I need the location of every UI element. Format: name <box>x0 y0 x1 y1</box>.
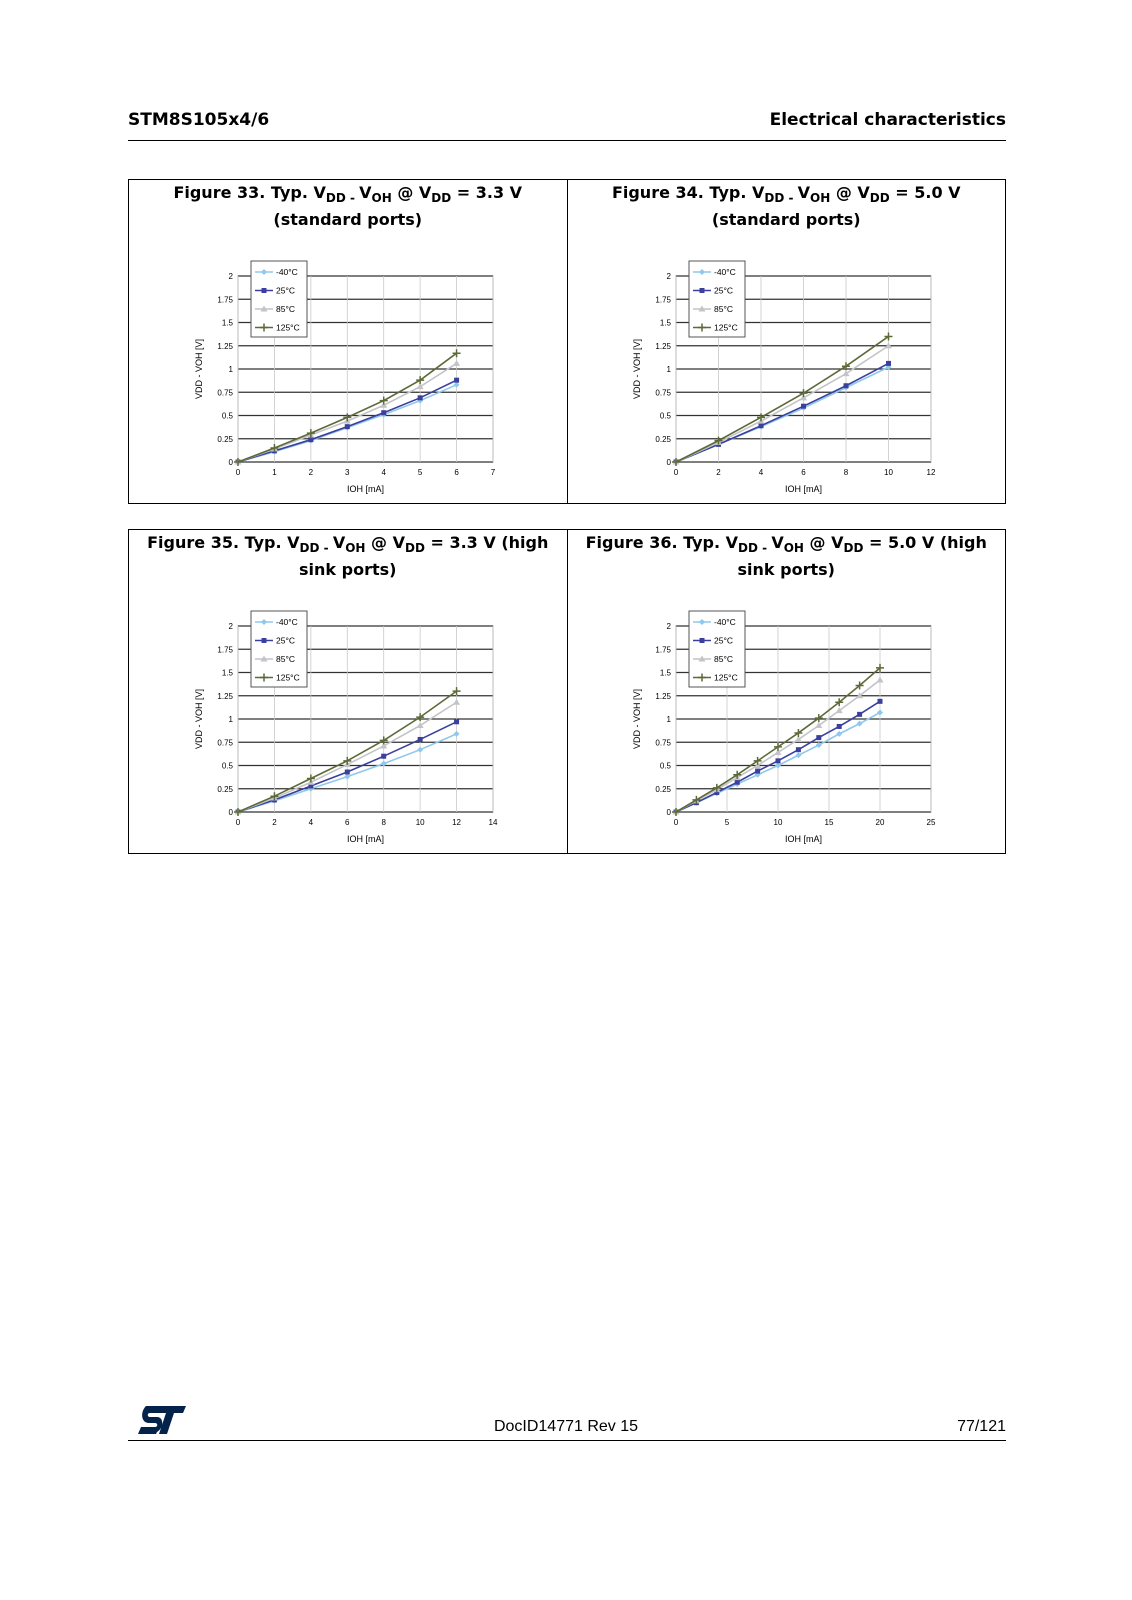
y-tick-label: 0.75 <box>217 388 233 398</box>
x-tick-label: 0 <box>235 818 240 828</box>
x-tick-label: 5 <box>725 818 730 828</box>
legend-label: 85°C <box>714 654 734 665</box>
figure-title: Figure 34. Typ. $V_{DD -}$ $V_{OH}$ @ $V_{DD} = 5.0$ V (standard ports) <box>611 183 961 230</box>
data-point <box>796 747 801 752</box>
y-axis-label: VDD - VOH [V] <box>193 339 204 400</box>
header-left: STM8S105x4/6 <box>128 110 270 130</box>
line-chart <box>138 231 558 503</box>
data-point <box>759 423 764 428</box>
data-point <box>857 712 862 717</box>
data-point <box>735 780 740 785</box>
data-point <box>381 410 386 415</box>
y-axis-label: VDD - VOH [V] <box>632 689 643 750</box>
data-point <box>700 638 705 643</box>
legend-label: 85°C <box>275 304 295 315</box>
footer-page-number: 77/121 <box>957 1418 1006 1435</box>
y-tick-label: 1.5 <box>221 668 233 678</box>
y-tick-label: 1 <box>666 715 672 725</box>
data-point <box>886 361 891 366</box>
y-tick-label: 2 <box>666 272 672 282</box>
y-tick-label: 1.5 <box>221 318 233 328</box>
x-tick-label: 4 <box>759 468 764 478</box>
data-point <box>700 288 705 293</box>
y-tick-label: 0.5 <box>221 761 233 771</box>
legend-label: -40°C <box>714 267 737 278</box>
data-point <box>381 754 386 759</box>
x-axis-label: IOH [mA] <box>785 834 823 845</box>
y-tick-label: 0.25 <box>655 434 672 444</box>
y-tick-label: 1.25 <box>217 691 233 701</box>
figure-table-top <box>128 179 1006 504</box>
x-tick-label: 6 <box>454 468 459 478</box>
data-point <box>417 396 422 401</box>
x-tick-label: 6 <box>801 468 806 478</box>
y-tick-label: 2 <box>666 622 672 632</box>
y-tick-label: 1.75 <box>655 645 672 655</box>
y-axis-label: VDD - VOH [V] <box>193 689 204 750</box>
y-tick-label: 0 <box>228 808 233 818</box>
y-tick-label: 0.5 <box>221 411 233 421</box>
data-point <box>345 770 350 775</box>
data-point <box>844 383 849 388</box>
y-tick-label: 0.25 <box>655 784 672 794</box>
line-chart <box>576 231 996 503</box>
x-tick-label: 12 <box>926 468 936 478</box>
legend <box>689 261 745 337</box>
x-axis-label: IOH [mA] <box>346 834 384 845</box>
y-tick-label: 1.25 <box>217 341 233 351</box>
y-tick-label: 1.5 <box>660 318 672 328</box>
legend-label: -40°C <box>714 617 737 628</box>
legend-label: 85°C <box>275 654 295 665</box>
x-tick-label: 8 <box>381 818 386 828</box>
y-tick-label: 0 <box>666 458 672 468</box>
legend <box>251 261 307 337</box>
x-tick-label: 2 <box>716 468 721 478</box>
legend-label: 125°C <box>714 672 738 683</box>
y-tick-label: 0.75 <box>217 738 233 748</box>
y-tick-label: 1.75 <box>655 295 672 305</box>
figure-cell <box>567 180 1006 504</box>
data-point <box>837 724 842 729</box>
figure-cell <box>567 530 1006 854</box>
x-tick-label: 0 <box>235 468 240 478</box>
y-tick-label: 0 <box>666 808 672 818</box>
y-tick-label: 1 <box>228 715 233 725</box>
x-tick-label: 15 <box>824 818 834 828</box>
x-tick-label: 12 <box>451 818 461 828</box>
figure-title: Figure 33. Typ. $V_{DD -}$ $V_{OH}$ @ $V_{DD} = 3.3$ V (standard ports) <box>173 183 523 230</box>
x-axis-label: IOH [mA] <box>785 484 823 495</box>
x-tick-label: 3 <box>344 468 350 478</box>
data-point <box>261 288 266 293</box>
y-tick-label: 0.25 <box>217 434 233 444</box>
y-tick-label: 2 <box>228 622 233 632</box>
x-tick-label: 14 <box>488 818 498 828</box>
footer-rule <box>128 1440 1006 1441</box>
data-point <box>345 424 350 429</box>
data-point <box>261 638 266 643</box>
legend <box>251 611 307 687</box>
data-point <box>878 699 883 704</box>
x-tick-label: 10 <box>773 818 783 828</box>
figure-cell <box>129 180 568 504</box>
legend-label: 125°C <box>275 322 300 333</box>
y-tick-label: 0.5 <box>660 411 672 421</box>
y-tick-label: 1.75 <box>217 295 233 305</box>
x-tick-label: 1 <box>271 468 277 478</box>
figure-title: Figure 36. Typ. $V_{DD -}$ $V_{OH}$ @ $V_{DD} = 5.0$ V (high sink ports) <box>585 533 987 580</box>
y-tick-label: 0.25 <box>217 784 233 794</box>
y-tick-label: 1 <box>666 365 672 375</box>
x-tick-label: 10 <box>884 468 894 478</box>
figure-table-bottom <box>128 529 1006 854</box>
data-point <box>801 404 806 409</box>
header-right: Electrical characteristics <box>769 110 1006 130</box>
data-point <box>755 769 760 774</box>
legend-label: 125°C <box>275 672 300 683</box>
y-tick-label: 0 <box>228 458 233 468</box>
data-point <box>454 378 459 383</box>
y-tick-label: 0.75 <box>655 388 672 398</box>
x-tick-label: 25 <box>926 818 936 828</box>
x-tick-label: 0 <box>674 468 679 478</box>
y-tick-label: 0.75 <box>655 738 672 748</box>
line-chart <box>576 581 996 853</box>
y-tick-label: 2 <box>228 272 233 282</box>
x-tick-label: 10 <box>415 818 425 828</box>
figure-title: Figure 35. Typ. $V_{DD -}$ $V_{OH}$ @ $V_{DD} = 3.3$ V (high sink ports) <box>147 533 549 580</box>
y-tick-label: 1 <box>228 365 233 375</box>
y-tick-label: 1.5 <box>660 668 672 678</box>
y-tick-label: 0.5 <box>660 761 672 771</box>
x-tick-label: 2 <box>271 818 277 828</box>
y-tick-label: 1.25 <box>655 691 672 701</box>
footer-doc-id: DocID14771 Rev 15 <box>493 1418 639 1435</box>
data-point <box>308 437 313 442</box>
y-tick-label: 1.25 <box>655 341 672 351</box>
x-tick-label: 8 <box>844 468 849 478</box>
legend-label: -40°C <box>275 617 298 628</box>
x-tick-label: 20 <box>875 818 885 828</box>
legend-label: 25°C <box>714 285 734 296</box>
legend <box>689 611 745 687</box>
legend-label: 25°C <box>275 635 295 646</box>
legend-label: -40°C <box>275 267 298 278</box>
legend-label: 125°C <box>714 322 738 333</box>
data-point <box>417 737 422 742</box>
x-tick-label: 2 <box>308 468 313 478</box>
legend-label: 85°C <box>714 304 734 315</box>
data-point <box>776 759 781 764</box>
x-tick-label: 4 <box>381 468 386 478</box>
data-point <box>817 735 822 740</box>
legend-label: 25°C <box>714 635 734 646</box>
x-tick-label: 5 <box>417 468 423 478</box>
legend-label: 25°C <box>275 285 295 296</box>
x-tick-label: 6 <box>344 818 350 828</box>
x-tick-label: 0 <box>674 818 679 828</box>
data-point <box>454 719 459 724</box>
figure-cell <box>129 530 568 854</box>
y-tick-label: 1.75 <box>217 645 233 655</box>
x-axis-label: IOH [mA] <box>346 484 384 495</box>
y-axis-label: VDD - VOH [V] <box>632 339 643 400</box>
line-chart <box>138 581 558 853</box>
x-tick-label: 7 <box>490 468 495 478</box>
header-rule <box>128 140 1006 141</box>
x-tick-label: 4 <box>308 818 313 828</box>
